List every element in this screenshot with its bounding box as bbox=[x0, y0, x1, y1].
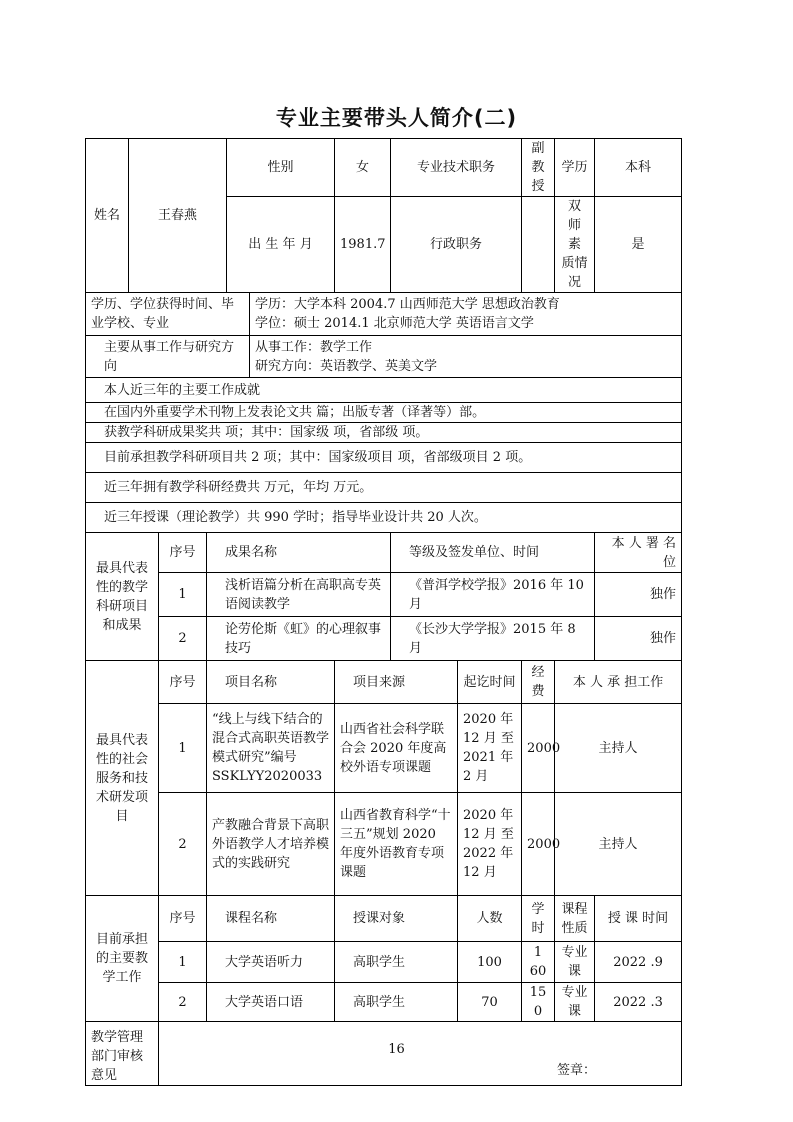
degree-line-2: 学位：硕士 2014.1 北京师范大学 英语语言文学 bbox=[255, 316, 534, 331]
course-row-nature: 专业 课 bbox=[555, 942, 595, 983]
service-header-source: 项目来源 bbox=[335, 661, 458, 704]
research-row-role: 独作 bbox=[595, 617, 682, 661]
research-header-issuer: 等级及签发单位、时间 bbox=[391, 533, 595, 573]
admin-label: 行政职务 bbox=[391, 197, 522, 293]
service-header-row bbox=[86, 661, 682, 704]
course-row-count: 100 bbox=[458, 942, 522, 983]
service-row-fund: 2000 bbox=[522, 704, 555, 793]
service-row-name: “线上与线下结合的混合式高职英语教学模式研究”编号 SSKLYY2020033 bbox=[207, 704, 335, 793]
research-row bbox=[86, 617, 682, 661]
name-value: 王春燕 bbox=[129, 139, 227, 293]
research-row-name: 浅析语篇分析在高职高专英语阅读教学 bbox=[207, 573, 391, 617]
courses-header-hours: 学 时 bbox=[522, 896, 555, 942]
service-row-no: 1 bbox=[159, 704, 207, 793]
service-row-source: 山西省社会科学联合会 2020 年度高校外语专项课题 bbox=[335, 704, 458, 793]
page-title: 专业主要带头人简介(二) bbox=[275, 106, 518, 130]
achievements-projects: 目前承担教学科研项目共 2 项；其中：国家级项目 项，省部级项目 2 项。 bbox=[86, 443, 682, 473]
course-row-time: 2022 .9 bbox=[595, 942, 682, 983]
admin-value bbox=[522, 197, 555, 293]
service-header-fund: 经 费 bbox=[522, 661, 555, 704]
courses-header-no: 序号 bbox=[159, 896, 207, 942]
service-label: 最具代表性的社会服务和技术研发项目 bbox=[86, 661, 159, 896]
research-label: 最具代表性的教学科研项目和成果 bbox=[86, 533, 159, 661]
service-header-name: 项目名称 bbox=[207, 661, 335, 704]
education-value: 本科 bbox=[595, 139, 682, 197]
dual-value: 是 bbox=[595, 197, 682, 293]
profile-table bbox=[85, 138, 682, 1086]
service-row-role: 主持人 bbox=[555, 793, 682, 896]
work-row bbox=[86, 336, 682, 378]
courses-header-target: 授课对象 bbox=[335, 896, 458, 942]
name-label: 姓名 bbox=[86, 139, 129, 293]
title-label: 专业技术职务 bbox=[391, 139, 522, 197]
course-row bbox=[86, 942, 682, 983]
research-header-no: 序号 bbox=[159, 533, 207, 573]
service-row-name: 产教融合背景下高职外语教学人才培养模式的实践研究 bbox=[207, 793, 335, 896]
achievements-teaching: 近三年授课（理论教学）共 990 学时；指导毕业设计共 20 人次。 bbox=[86, 503, 682, 533]
dual-label: 双 师 素 质情况 bbox=[555, 197, 595, 293]
page-number: 16 bbox=[388, 1042, 405, 1057]
courses-header-time: 授 课 时间 bbox=[595, 896, 682, 942]
birth-label: 出 生 年 月 bbox=[227, 197, 335, 293]
service-header-no: 序号 bbox=[159, 661, 207, 704]
research-row bbox=[86, 573, 682, 617]
course-row-target: 高职学生 bbox=[335, 942, 458, 983]
service-row bbox=[86, 793, 682, 896]
degree-row bbox=[86, 293, 682, 336]
service-header-period: 起讫时间 bbox=[458, 661, 522, 704]
course-row-hours: 15 0 bbox=[522, 983, 555, 1022]
research-row-issuer: 《长沙大学学报》2015 年 8 月 bbox=[391, 617, 595, 661]
service-row-no: 2 bbox=[159, 793, 207, 896]
achievements-funding: 近三年拥有教学科研经费共 万元，年均 万元。 bbox=[86, 473, 682, 503]
courses-header-count: 人数 bbox=[458, 896, 522, 942]
research-header-role: 本 人 署 名 位 bbox=[595, 533, 682, 573]
course-row-time: 2022 .3 bbox=[595, 983, 682, 1022]
service-row-source: 山西省教育科学“十三五”规划 2020 年度外语教育专项课题 bbox=[335, 793, 458, 896]
research-row-role: 独作 bbox=[595, 573, 682, 617]
review-label: 教学管理部门审核意见 bbox=[86, 1022, 159, 1086]
work-label: 主要从事工作与研究方向 bbox=[86, 336, 250, 378]
service-row-period: 2020 年 12 月 至 2022 年 12 月 bbox=[458, 793, 522, 896]
work-value bbox=[250, 336, 682, 378]
research-row-name: 论劳伦斯《虹》的心理叙事技巧 bbox=[207, 617, 391, 661]
course-row-name: 大学英语口语 bbox=[207, 983, 335, 1022]
gender-value: 女 bbox=[335, 139, 391, 197]
achievements-papers: 在国内外重要学术刊物上发表论文共 篇；出版专著（译著等）部。 bbox=[86, 403, 682, 423]
service-row-period: 2020 年 12 月 至 2021 年 2 月 bbox=[458, 704, 522, 793]
title-value: 副教授 bbox=[522, 139, 555, 197]
course-row-count: 70 bbox=[458, 983, 522, 1022]
degree-value bbox=[250, 293, 682, 336]
review-sign: 签章： bbox=[557, 1063, 597, 1078]
course-row-target: 高职学生 bbox=[335, 983, 458, 1022]
research-header-row bbox=[86, 533, 682, 573]
research-header-name: 成果名称 bbox=[207, 533, 391, 573]
service-header-role: 本 人 承 担工作 bbox=[555, 661, 682, 704]
course-row bbox=[86, 983, 682, 1022]
degree-line-1: 学历：大学本科 2004.7 山西师范大学 思想政治教育 bbox=[255, 297, 560, 312]
courses-label: 目前承担的主要教学工作 bbox=[86, 896, 159, 1022]
achievements-heading: 本人近三年的主要工作成就 bbox=[86, 378, 682, 403]
education-label: 学历 bbox=[555, 139, 595, 197]
course-row-name: 大学英语听力 bbox=[207, 942, 335, 983]
service-row-fund: 2000 bbox=[522, 793, 555, 896]
courses-header-nature: 课程 性质 bbox=[555, 896, 595, 942]
courses-header-name: 课程名称 bbox=[207, 896, 335, 942]
service-row-role: 主持人 bbox=[555, 704, 682, 793]
gender-label: 性别 bbox=[227, 139, 335, 197]
course-row-no: 1 bbox=[159, 942, 207, 983]
work-line-1: 从事工作：教学工作 bbox=[255, 339, 373, 355]
course-row-no: 2 bbox=[159, 983, 207, 1022]
research-row-no: 2 bbox=[159, 617, 207, 661]
work-line-2: 研究方向：英语教学、英美文学 bbox=[255, 358, 438, 374]
birth-value: 1981.7 bbox=[335, 197, 391, 293]
achievements-awards: 获教学科研成果奖共 项；其中：国家级 项，省部级 项。 bbox=[86, 423, 682, 443]
degree-label: 学历、学位获得时间、毕业学校、专业 bbox=[86, 293, 250, 336]
research-row-no: 1 bbox=[159, 573, 207, 617]
service-row bbox=[86, 704, 682, 793]
course-row-nature: 专业 课 bbox=[555, 983, 595, 1022]
course-row-hours: 1 60 bbox=[522, 942, 555, 983]
research-row-issuer: 《普洱学校学报》2016 年 10 月 bbox=[391, 573, 595, 617]
courses-header-row bbox=[86, 896, 682, 942]
basic-row-1 bbox=[86, 139, 682, 197]
